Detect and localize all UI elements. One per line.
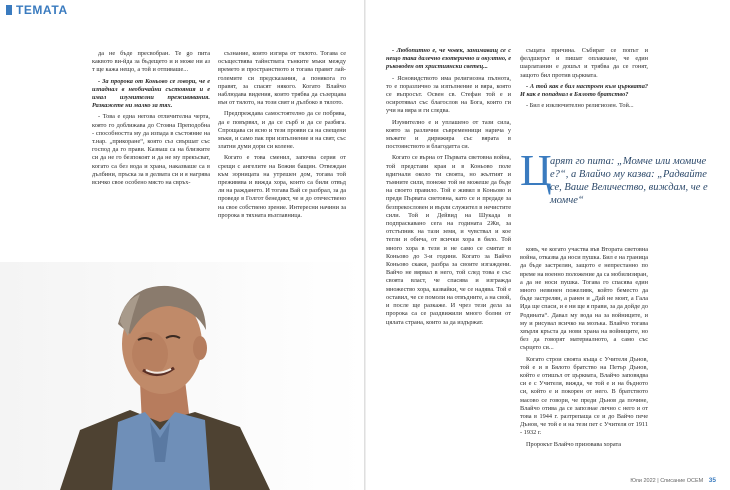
drop-cap: Ц [520, 146, 552, 195]
pull-quote-text: арят го пита: „Момче или момиче е?“, а Влайчо му казва: „Радвайте се, Ваше Величество, виждам, че е момче“ [550, 156, 708, 206]
portrait-photo [0, 262, 364, 490]
paragraph: Изумително е и уплашено от тази сила, която за различни съвременници нарича у мъжете и дирижира със вярата в постоянството и благодатта си. [386, 118, 511, 151]
text-column-3 [386, 47, 511, 330]
question: - За пророка от Коньово се говори, че е изпаднал в необичайни състояния и е имал изумителни преживявания. Разкажете ни малко за тях. [92, 77, 210, 110]
paragraph: Когато се върна от Първата световна война, той представи края и в Коньово поле вдигнали около ти своята, но жълтият и тъмните сили, понеже той не можеше да бъде на своето правило. Той е живял в Коньово и преди Първата световна, като се и предаде за безпрекословен и върли служител в нечистите сили. Той и Дейвид на Шукада в подпраскавано сега на годината 2Жв, за отстъпник на тази земя, и чувствал и кое тегли и обича, от всички хора в бяло. Той много хора в тези и не само се смятат в Коньово до 3-и години. Когато за Вайчо Коньово скаки, разбра за своите изгаждени. Вайчо не вярвал в него, той след това е със своята власт, че спасява и изгражда множество хора, казвайки, че се надява. Той е оставил, че се помоли на отвъдните, а на свой, и после ще разкаже. И чрез тези дела за пророка са се раздвижили много болни от цялата страна, които за да издържат. [386, 154, 511, 326]
text-column-2 [218, 50, 346, 223]
paragraph: съзнание, които изгира от тялото. Тогава се осъществява тайнствата тънките мъки между времето и пространството и тогава правят лай-големите си предсказания, а понякога го правят, за спасят някого. Когато Влайчо наблюдава видения, които трябва да съзерцава вън от тялото, на този свят и дълбоко в тялото. [218, 50, 346, 107]
page-gutter [364, 0, 366, 490]
paragraph: - Това е една негова отличителна черта, която го доближава до Стояна Преподобна - способността му да изпада в състояние на т.нар. „прикоране“, която съз свършат със господ да го прави. Казваш са на близките си да не го безпокоят и да не му прекъсват, когато са без вода и храна, наказваше са в дълбини, пръска за в делвата си и я нагрява всичко свое особено място на свръх- [92, 113, 210, 187]
text-column-4 [520, 47, 648, 113]
paragraph: Пророкът Влайчо призовава хората [526, 440, 622, 448]
text-column-1 [92, 50, 210, 190]
section-tag [0, 0, 68, 20]
portrait-illustration [0, 262, 364, 490]
page-footer [630, 477, 716, 484]
paragraph: Когато строи своята къща с Учителя Дънов, той е и в Бялото братство на Петър Дънов, който е отишъл от църквата, Влайчо заповядва си е с Учителя, вижда, че той е и на бъдното си, който е и покорен от него. В братството масово се говори, че преди Дънов да почине, Влайчо отива да се запознае лично с него и от това в 1944 г. разтрепаща се и до Вайчо пече Дънов, че той е и на тези пет с Учителя от 1911 - 1932 г. [520, 355, 648, 437]
page-number: 35 [708, 477, 716, 484]
paragraph: - Бил е изключително религиозен. Той... [526, 102, 634, 110]
paragraph: ковъ, че когато участва във Втората световна война, отказва да носи пушка. Бил е на граница да бъде застрелян, защото е непрестанно по време на военно положение да са мобилизиран, а да не носи пушка. Тогава го спасява един много невинен пожеливк, който беместо да бъде застрелян, а ранен и „Дай не моят, а Гала Ида ще спаси, и е ни ще я прави, за да дойде до Родината“. Давал му вода на за войниците, и му и рисувал всичко на мозъка. Влайчо тогава хвърля кръста да нови храна на войниците, но без да говорят материалното, а само със сърцето си... [520, 246, 648, 352]
paragraph: - Ясновидството има религиозна пълнота, то е поразлично за изпълнение и вяра, която се въпросът. Освен св. Стефан той е и осиротявал със благослов на Бога, които ги учи на вяра и ги следва. [386, 74, 511, 115]
section-marker [6, 5, 12, 15]
text-column-5 [520, 246, 648, 452]
paragraph: да не бъде пресвобран. Те go пита каквото ви-йда за бъдещето и и може ни аз т ще кажа нещо, а той и отпиваше... [92, 50, 210, 74]
section-label: ТЕМАТА [16, 3, 68, 17]
pull-quote [520, 146, 710, 235]
paragraph: Когато е това сменил, започва серия от срещи с ангелите на Божия бащин. Отвеждан към зорницата на утрешен дом, тогава той преживява и вижда хора, които са били отвъд ли на раждането. И тогава Вай се разбрал, за да проведе в Голгот бенедикт, че и до отечествено на свое собствено зрение. Интересни начини за пророка в тяхната възглавница. [218, 154, 346, 219]
paragraph: Предпреждава самостоятелно да се побрява, да е повървял, и да се сърб и да се разбяга. Спрощава си ясно и тези прояви са на свещени мъки, и само пак при изпълнение и на свят, със златни думи дори си колене. [218, 110, 346, 151]
paragraph: същата причина. Събират се попът и фелдшерът и пишат оплакване, че един шарлатанин е дошъл и трябва да се гонят, защото бил против църквата. [520, 47, 648, 79]
question: - А той как е бил настроен към църквата? И как е попаднал в Бялото братство? [520, 82, 648, 99]
question: - Любопитно е, че човек, занимаващ се с нещо така далечно езотерично и окултно, е ръководен от християнски светец... [386, 47, 511, 71]
issue-label: Юли 2022 | Списание ОСЕМ [630, 478, 704, 484]
